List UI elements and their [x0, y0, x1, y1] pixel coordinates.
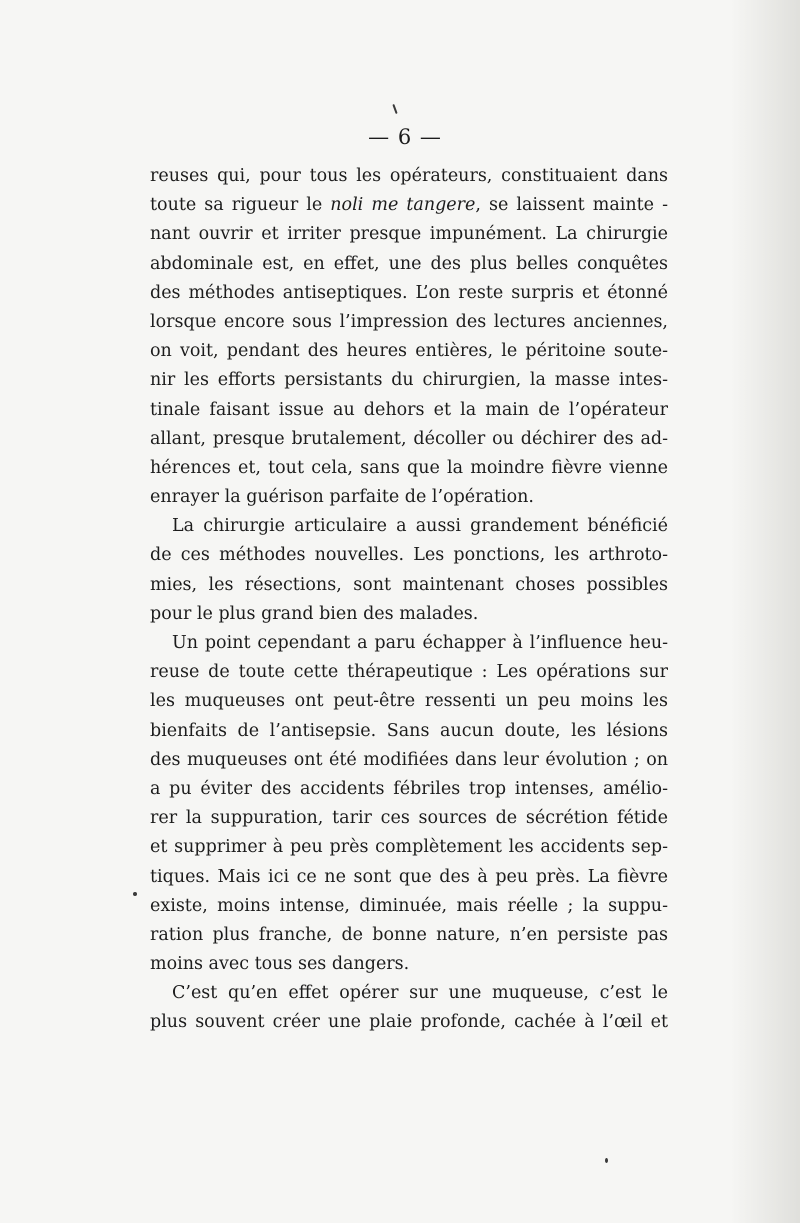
text-line: lorsque encore sous l’impression des lectures anciennes, [150, 311, 668, 332]
page-edge-shadow [730, 0, 800, 1223]
body-text [150, 162, 668, 1038]
text-line: tiques. Mais ici ce ne sont que des à peu près. La fièvre [150, 866, 668, 887]
text-line: ration plus franche, de bonne nature, n’en persiste pas [150, 924, 668, 945]
text-line: nir les efforts persistants du chirurgien, la masse intes- [150, 370, 668, 391]
text-fragment: , se laissent mainte - [475, 195, 668, 216]
text-line: abdominale est, en effet, une des plus belles conquêtes [150, 253, 668, 274]
text-line: a pu éviter des accidents fébriles trop intenses, amélio- [150, 778, 668, 799]
text-line: allant, presque brutalement, décoller ou déchirer des ad- [150, 428, 668, 449]
text-line: les muqueuses ont peut-être ressenti un peu moins les [150, 691, 668, 712]
paragraph-first-line: C’est qu’en effet opérer sur une muqueuse, c’est le [172, 983, 668, 1004]
text-line-with-italic [150, 191, 668, 220]
text-line: rer la suppuration, tarir ces sources de sécrétion fétide [150, 808, 668, 829]
text-line: moins avec tous ses dangers. [150, 954, 410, 975]
text-fragment: toute sa rigueur le [150, 195, 331, 216]
text-line: des muqueuses ont été modifiées dans leur évolution ; on [150, 749, 668, 770]
text-line: enrayer la guérison parfaite de l’opération. [150, 487, 534, 508]
ink-speck [392, 104, 397, 114]
paragraph-first-line: La chirurgie articulaire a aussi grandement bénéficié [172, 516, 668, 537]
text-line: tinale faisant issue au dehors et la main de l’opérateur [150, 399, 668, 420]
text-line: de ces méthodes nouvelles. Les ponctions, les arthroto- [150, 545, 668, 566]
text-line: pour le plus grand bien des malades. [150, 603, 479, 624]
ink-speck [133, 892, 137, 896]
text-line: bienfaits de l’antisepsie. Sans aucun doute, les lésions [150, 720, 668, 741]
text-line: nant ouvrir et irriter presque impunément. La chirurgie [150, 224, 668, 245]
paragraph-first-line: Un point cependant a paru échapper à l’influence heu- [172, 633, 668, 653]
text-line: des méthodes antiseptiques. L’on reste surpris et étonné [150, 282, 668, 303]
text-line: mies, les résections, sont maintenant choses possibles [150, 574, 668, 595]
text-line: reuse de toute cette thérapeutique : Les opérations sur [150, 662, 668, 683]
text-line: reuses qui, pour tous les opérateurs, constituaient dans [150, 166, 668, 186]
italic-phrase: noli me tangere [330, 195, 476, 216]
ink-speck [605, 1158, 608, 1163]
text-line: et supprimer à peu près complètement les accidents sep- [150, 837, 668, 858]
text-line: plus souvent créer une plaie profonde, cachée à l’œil et [150, 1012, 668, 1033]
text-line: existe, moins intense, diminuée, mais réelle ; la suppu- [150, 895, 668, 916]
text-line: hérences et, tout cela, sans que la moindre fièvre vienne [150, 457, 668, 478]
text-line: on voit, pendant des heures entières, le péritoine soute- [150, 341, 668, 362]
page-number: — 6 — [368, 125, 442, 149]
